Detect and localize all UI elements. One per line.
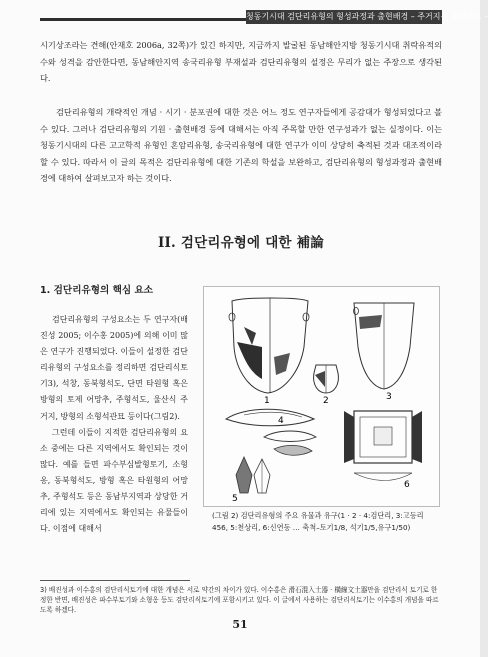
figure-caption: (그림 2) 검단리유형의 주요 유물과 유구(1 · 2 · 4:검단리, 3:고등리456, 5:천상리, 6:신연동 … 축척–토기1/8, 석기1/5,유구1/50) — [212, 511, 424, 532]
footnote: 3) 배진성과 이수홍의 검단리식토기에 대한 개념은 서로 약간의 차이가 있다. 이수홍은 滑石混入土器 · 橫線文土器만을 검단리식 토기로 한정한 반면, 배진성은 파수부토기와 소형옹 등도 검단리식토기에 포함시키고 있다. 이 글에서 사용하는 검단리식토기는 이수홍의 개념을 따르도록 하겠다. — [40, 586, 439, 614]
subsection-title: 1. 검단리유형의 핵심 요소 — [40, 285, 154, 296]
dwelling-plan-drawing — [344, 411, 422, 481]
pot-drawing-2 — [314, 365, 339, 393]
section-title: II. 검단리유형에 대한 補論 — [158, 235, 324, 251]
running-header: 청동기시대 검단리유형의 형성과정과 출현배경 – 주거지를 중심으로 – — [246, 10, 442, 24]
body-paragraph-1: 검단리유형의 구성요소는 두 연구자(배진성 2005; 이수홍 2005)에 의해 이미 많은 연구가 진행되었다. 이들이 설정한 검단리유형의 구성요소를 정리하면 검단리식토기3), 석창, 동북형석도, 단면 타원형 혹은 방형의 토제 어망추, 주형석도, 울산식 주거지, 방형의 소형석관묘 등이다(그림2). — [40, 315, 188, 421]
figure-label-3: 3 — [386, 392, 392, 402]
artifact-figure — [203, 286, 440, 507]
intro-paragraph-1: 시기상조라는 견해(안재호 2006a, 32쪽)가 있긴 하지만, 지금까지 발굴된 동남해안지방 청동기시대 취락유적의 수와 성격을 감안한다면, 동남해안지역 송국리유형 부재설과 검단리유형의 설정은 무리가 없는 주장으로 생각된다. — [40, 40, 442, 84]
page-number: 51 — [232, 618, 248, 631]
figure-label-6: 6 — [404, 480, 410, 490]
pot-drawing-3 — [354, 303, 415, 389]
figure-label-4: 4 — [278, 416, 284, 426]
pot-drawing-1 — [229, 298, 309, 393]
footnote-divider — [40, 580, 190, 581]
body-column — [40, 312, 188, 537]
artifact-drawings — [204, 287, 439, 506]
figure-label-2: 2 — [323, 396, 329, 406]
spearhead-drawing — [236, 457, 270, 493]
figure-label-5: 5 — [232, 494, 238, 504]
body-paragraph-2: 그런데 이들이 지적한 검단리유형의 요소 중에는 다른 지역에서도 확인되는 것이 많다. 예를 들면 파수부심발형토기, 소형옹, 동북형석도, 방형 혹은 타원형의 어망추, 주형석도 등은 동남부지역과 상당한 거리에 있는 지역에서도 확인되는 유물들이다. 이점에 대해서 — [40, 427, 188, 534]
figure-label-1: 1 — [264, 396, 270, 406]
intro-paragraph-2: 검단리유형의 개략적인 개념 · 시기 · 분포권에 대한 것은 어느 정도 연구자들에게 공감대가 형성되었다고 볼 수 있다. 그러나 검단리유형의 기원 · 출현배경 등에 대해서는 아직 주목할 만한 연구성과가 없는 실정이다. 이는 청동기시대의 다른 고고학적 유형인 혼암리유형, 송국리유형에 대한 연구가 이미 상당히 축적된 것과 대조적이라 할 수 있다. 따라서 이 글의 목적은 검단리유형에 대한 기존의 학설을 보완하고, 검단리유형의 형성과정과 출현배경에 대하여 살펴보고자 하는 것이다. — [40, 107, 442, 184]
stone-knife-drawing — [226, 409, 316, 455]
